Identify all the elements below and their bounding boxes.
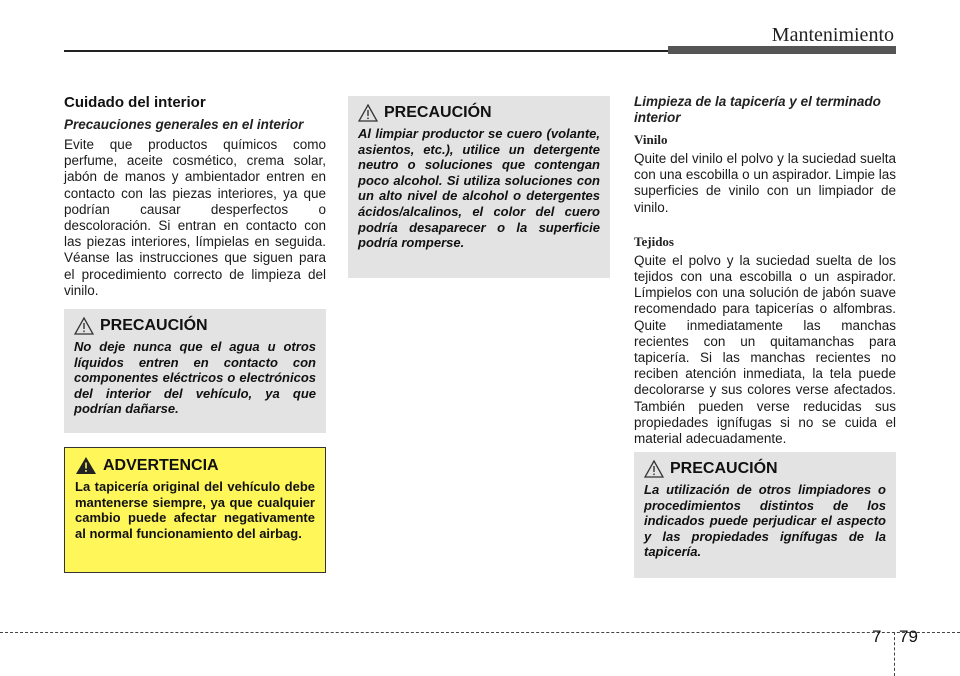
caution-title: PRECAUCIÓN <box>670 460 778 477</box>
caution-box-leather <box>348 96 610 278</box>
intro-paragraph: Evite que productos químicos como perfume, aceite cosmético, crema solar, jabón de manos y ambientador entren en contacto con las piezas interiores, ya que podrían causar desperfectos o descoloración. Si entran en contacto con las piezas interiores, límpielas en seguida. Véanse las instrucciones que siguen para el procedimiento correcto de limpieza del vinilo. <box>64 137 326 298</box>
warning-triangle-icon <box>75 456 97 475</box>
subheading-general-precautions: Precauciones generales en el interior <box>64 117 304 132</box>
page-number: 79 <box>899 627 918 646</box>
caution-title: PRECAUCIÓN <box>384 104 492 121</box>
warning-text: La tapicería original del vehículo debe mantenerse siempre, ya que cualquier cambio puede afectar negativamente al normal funcionamiento del airbag. <box>75 479 315 541</box>
subheading-upholstery-cleaning: Limpieza de la tapicería y el terminado interior <box>634 94 881 125</box>
caution-title: PRECAUCIÓN <box>100 317 208 334</box>
vinyl-paragraph: Quite del vinilo el polvo y la suciedad suelta con una escobilla o un aspirador. Limpie las superficies de vinilo con un limpiador de vinilo. <box>634 151 896 215</box>
footer-dashed-divider <box>894 632 895 676</box>
caution-box-liquids <box>64 309 326 433</box>
footer-dashed-rule <box>0 632 960 633</box>
caution-triangle-icon <box>644 460 664 478</box>
section-heading: Cuidado del interior <box>64 94 206 111</box>
caution-text: La utilización de otros limpiadores o procedimientos distintos de los indicados puede perjudicar el aspecto y las propiedades ignífugas de la tapicería. <box>644 482 886 560</box>
vinyl-heading: Vinilo <box>634 132 668 147</box>
caution-box-cleaners <box>634 452 896 578</box>
warning-box-upholstery <box>64 447 326 573</box>
warning-title: ADVERTENCIA <box>103 457 219 474</box>
left-column <box>64 94 326 299</box>
caution-triangle-icon <box>74 317 94 335</box>
fabric-paragraph: Quite el polvo y la suciedad suelta de los tejidos con una escobilla o un aspirador. Límpielos con una solución de jabón suave recomendado para tapicerías o alfombras. Quite inmediatamente las manchas recientes con un quitamanchas para tapicería. Si las manchas recientes no reciben atención inmediata, la tela puede decolorarse y sus colores verse afectados. También pueden verse reducidas sus propiedades ignífugas si no se cuida el material adecuadamente. <box>634 252 896 447</box>
right-column <box>634 94 896 447</box>
header-rule <box>64 50 670 52</box>
caution-triangle-icon <box>358 104 378 122</box>
fabric-heading: Tejidos <box>634 233 674 249</box>
caution-text: Al limpiar productor se cuero (volante, asientos, etc.), utilice un detergente neutro o soluciones que contengan poco alcohol. Si utiliza soluciones con un alto nivel de alcohol o detergentes ácidos/alcalinos, el color del cuero podría desaparecer o la superficie podría romperse. <box>358 126 600 251</box>
running-header-title: Mantenimiento <box>771 24 894 46</box>
chapter-number: 7 <box>872 627 882 646</box>
header-bar <box>668 46 896 54</box>
caution-text: No deje nunca que el agua u otros líquidos entren en contacto con componentes eléctricos o electrónicos del interior del vehículo, ya que podrían dañarse. <box>74 339 316 417</box>
